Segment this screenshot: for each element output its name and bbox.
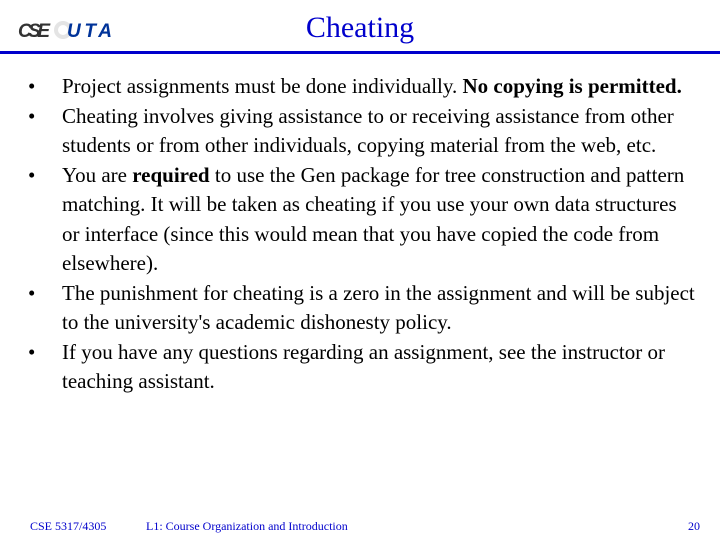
bullet-text: Cheating involves giving assistance to or receiving assistance from other students or from other individuals, copying material from the web, etc. (62, 103, 674, 157)
bullet-item (28, 161, 698, 279)
title-divider (0, 51, 720, 54)
bullet-item (28, 279, 698, 338)
bullet-glyph: • (28, 162, 36, 187)
bullet-item (28, 102, 698, 161)
bullet-list (28, 72, 698, 397)
bullet-text-bold: No copying is permitted. (462, 74, 682, 98)
slide-title: Cheating (305, 11, 415, 44)
bullet-text-bold: required (132, 162, 210, 187)
footer-lecture: L1: Course Organization and Introduction (146, 519, 348, 533)
page-number: 20 (688, 519, 700, 533)
footer-course: CSE 5317/4305 (30, 519, 107, 533)
bullet-glyph: • (28, 280, 36, 305)
bullet-glyph: • (28, 339, 36, 364)
bullet-text: to use the Gen package for tree construction and pattern matching. It will be taken as cheating if you use your own data structures or interface (since this would mean that you have copied the code from elsewhere). (62, 162, 685, 275)
bullet-item (28, 338, 698, 397)
svg-text:CSE: CSE (18, 21, 50, 42)
bullet-text: If you have any questions regarding an assignment, see the instructor or teaching assistant. (62, 339, 666, 393)
bullet-glyph: • (28, 74, 36, 98)
svg-text:UTA: UTA (67, 21, 112, 42)
bullet-item (28, 72, 698, 102)
bullet-glyph: • (28, 103, 36, 128)
bullet-text: Project assignments must be done individually. (62, 74, 463, 98)
bullet-text: The punishment for cheating is a zero in the assignment and will be subject to the university's academic dishonesty policy. (62, 280, 695, 334)
bullet-text: You are (62, 162, 133, 187)
